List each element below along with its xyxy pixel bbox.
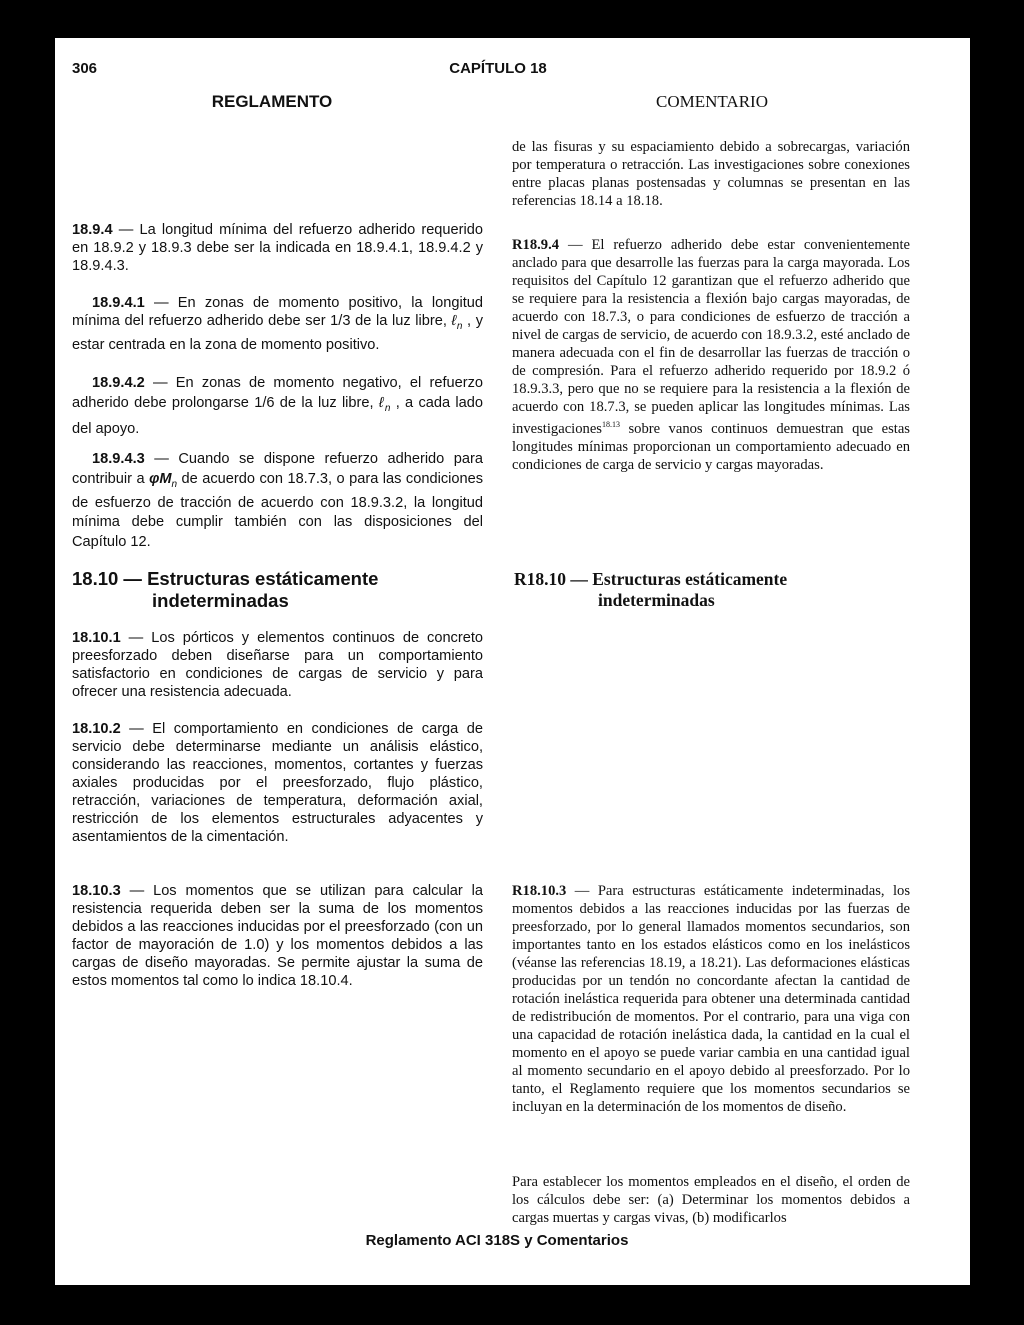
left-column-title: REGLAMENTO [211,92,333,111]
commentary-paragraph: Para establecer los momentos empleados en el diseño, el orden de los cálculos debe ser: (a) Determinar los momentos debidos a cargas muertas y cargas vivas, (b) modificarlos [512,1174,910,1226]
section-text: — Para estructuras estáticamente indeterminadas, los momentos debidos a las reacciones inducidas por las fuerzas de preesforzado, por lo general llamados momentos secundarios, son importantes tanto en los estados elásticos como en los inelásticos (véanse las referencias 18.19, a 18.21). Las deformaciones elásticas producidas por un tendón no concordante afectan la cantidad de rotación inelástica requerida para obtener una determinada cantidad de redistribución de momentos. Por el contrario, para una viga con una capacidad de rotación inelástica dada, la cantidad en la cual el momento en el apoyo se puede variar cambia en una cantidad igual al momento secundario en el apoyo debido al preesforzado. Por lo tanto, el Reglamento requiere que los momentos secundarios se incluyan en la determinación de los momentos de diseño. [512,883,910,1115]
heading-line: indeterminadas [598,590,715,610]
span-symbol: ℓ [451,313,457,329]
section-text: — La longitud mínima del refuerzo adherido requerido en 18.9.2 y 18.9.3 debe ser la indicada en 18.9.4.1, 18.9.4.2 y 18.9.4.3. [72,222,483,274]
span-symbol: ℓ [378,395,385,411]
commentary-r18-10-3 [512,882,910,1116]
section-18-10-1 [72,629,483,701]
section-18-10-2 [72,720,483,846]
section-18-9-4 [72,221,483,275]
section-label: 18.9.4.1 [92,295,145,311]
section-label: 18.9.4.2 [92,375,145,391]
heading-line: 18.10 — Estructuras estáticamente [72,568,379,589]
section-text: — El comportamiento en condiciones de carga de servicio debe determinarse mediante un análisis elástico, considerando las reacciones, momentos, cortantes y fuerzas axiales producidas por el preesforzado, flujo plástico, retracción, variaciones de temperatura, deformación axial, restricción de los elementos estructurales adyacentes y asentamientos de la cimentación. [72,721,483,845]
heading-line: R18.10 — Estructuras estáticamente [514,569,788,589]
section-text: , a cada lado del apoyo. [72,395,483,437]
section-label: 18.10.2 [72,721,121,737]
section-18-9-4-1 [72,294,483,354]
section-label: 18.10.1 [72,630,121,646]
section-label: 18.9.4.3 [92,451,145,467]
right-column-title: COMENTARIO [656,92,768,111]
section-text: — En zonas de momento negativo, el refuerzo adherido debe prolongarse 1/6 de la luz libre, [72,375,483,411]
heading-line: indeterminadas [152,590,289,611]
symbol-subscript: n [384,402,391,414]
chapter-title: CAPÍTULO 18 [449,60,547,77]
section-text: , y estar centrada en la zona de momento positivo. [72,313,483,353]
section-text: — Cuando se dispone refuerzo adherido para contribuir a [72,451,483,487]
symbol-subscript: n [456,320,463,332]
section-text: — Los pórticos y elementos continuos de concreto preesforzado deben diseñarse para un comportamiento satisfactorio en condiciones de cargas de servicio y para ofrecer una resistencia adecuada. [72,630,483,700]
section-text: — Los momentos que se utilizan para calcular la resistencia requerida deben ser la suma de los momentos debidos a las reacciones inducidas por el preesforzado (con un factor de mayoración de 1.0) y los momentos debidos a las cargas de diseño mayoradas. Se permite ajustar la suma de estos momentos tal como lo indica 18.10.4. [72,883,483,989]
page-footer: Reglamento ACI 318S y Comentarios [365,1232,629,1249]
phi-mn-symbol: φM [149,470,172,487]
section-text: sobre vanos continuos demuestran que estas longitudes mínimas proporcionan un comportamiento adecuado en condiciones de carga de servicio y cargas mayoradas. [512,420,910,473]
section-18-10-3 [72,882,483,990]
reference-superscript: 18.13 [601,420,620,429]
commentary-heading-r18-10 [514,569,787,611]
section-18-9-4-3 [72,450,483,552]
section-heading-18-10 [72,568,378,612]
section-label: 18.9.4 [72,222,113,238]
page-number: 306 [72,60,98,77]
symbol-subscript: n [171,478,178,490]
commentary-r18-9-4 [512,236,910,474]
commentary-continuation: de las fisuras y su espaciamiento debido a sobrecargas, variación por temperatura o retracción. Las investigaciones sobre conexiones entre placas planas postensadas y columnas se presentan en las referencias 18.14 a 18.18. [512,139,910,209]
section-18-9-4-2 [72,373,483,439]
section-text: de acuerdo con 18.7.3, o para las condiciones de esfuerzo de tracción de acuerdo con 18.9.3.2, la longitud mínima debe cumplir también con las disposiciones del Capítulo 12. [72,470,483,550]
section-text: — El refuerzo adherido debe estar convenientemente anclado para que desarrolle las fuerzas para la carga mayorada. Los requisitos del Capítulo 12 garantizan que el refuerzo adherido que se requiere para la resistencia a flexión bajo cargas mayoradas, de acuerdo con 18.7.3, o para condiciones de esfuerzo de tracción a nivel de cargas de servicio, de acuerdo con 18.9.3.2, esté anclado de manera adecuada con el fin de desarrollar las fuerzas de tracción o de compresión. Para el refuerzo adherido requerido por 18.9.2 ó 18.9.3.3, pero que no se requiere para la resistencia a la flexión de acuerdo con 18.7.3, se pueden aplicar las longitudes mínimas. Las investigaciones [512,237,910,437]
section-text: — En zonas de momento positivo, la longitud mínima del refuerzo adherido debe ser 1/3 de la luz libre, [72,295,483,329]
section-label: 18.10.3 [72,883,121,899]
section-label: R18.9.4 [512,237,560,253]
section-label: R18.10.3 [512,883,567,899]
